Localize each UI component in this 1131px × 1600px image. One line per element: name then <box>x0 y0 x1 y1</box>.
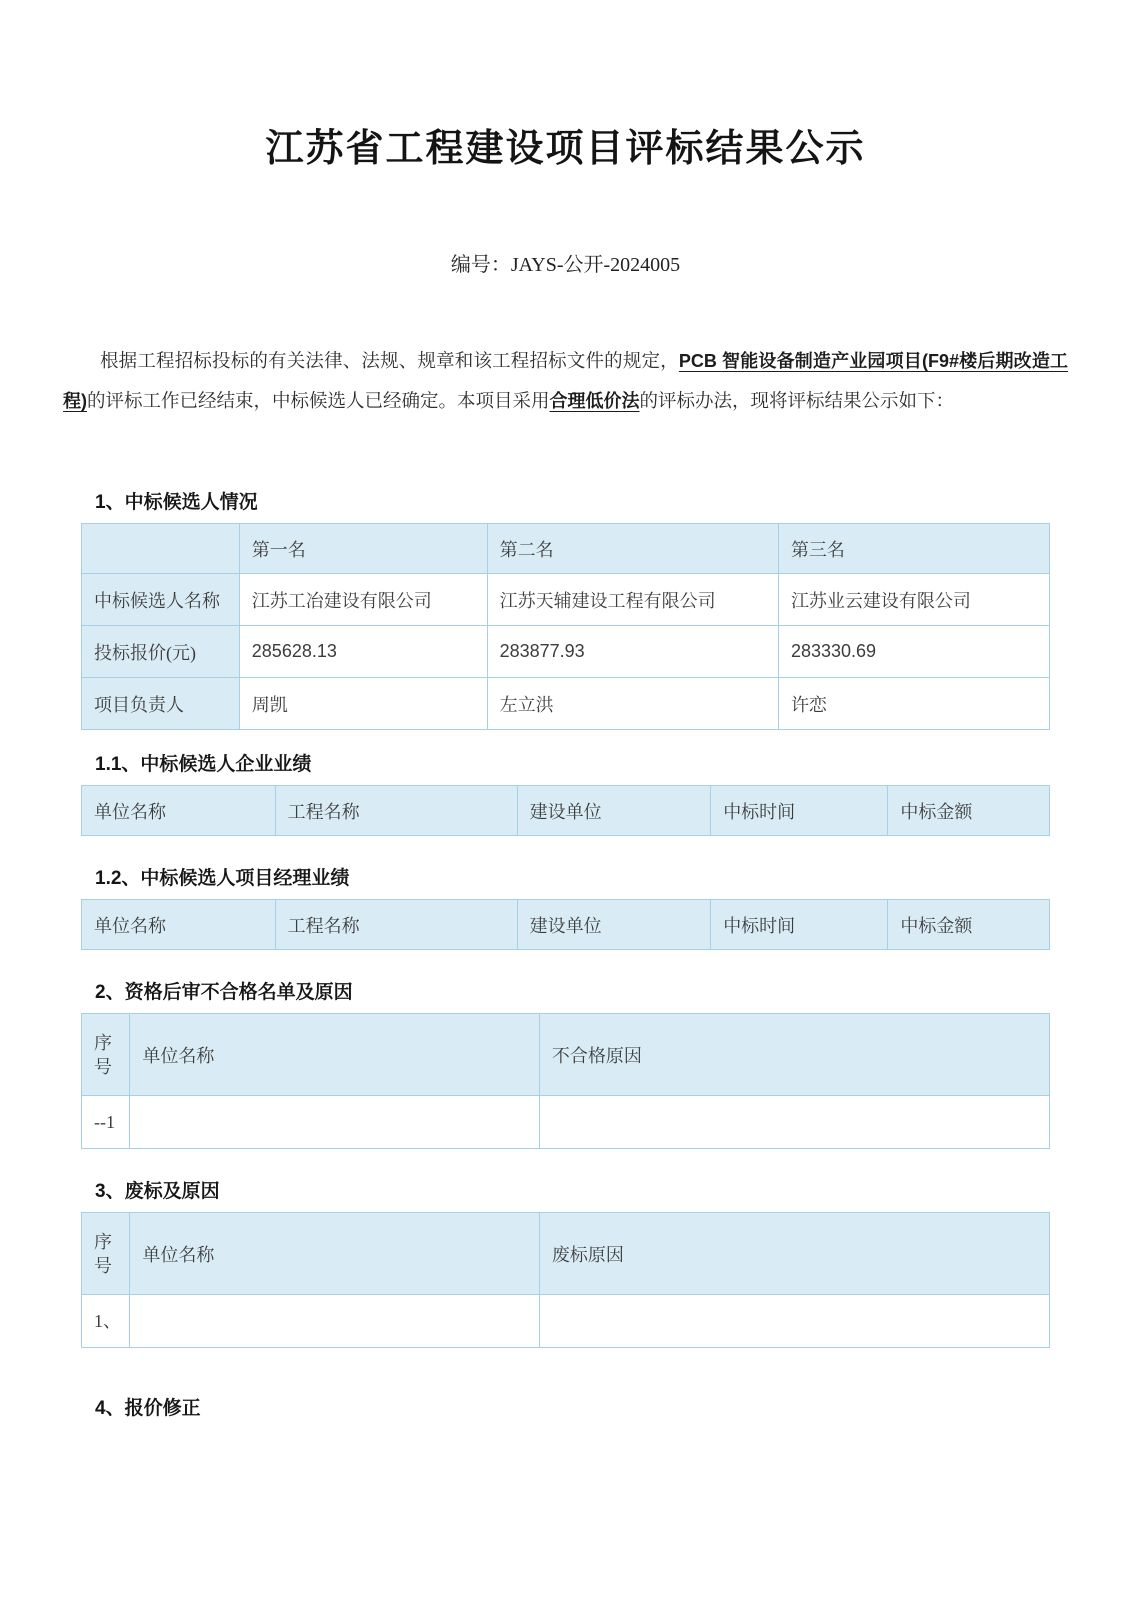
row-label-cell: 中标候选人名称 <box>82 574 240 626</box>
table-header-row <box>82 1014 1050 1096</box>
table-cell: 285628.13 <box>239 626 487 678</box>
table-header-cell: 单位名称 <box>130 1014 539 1096</box>
document-number: 编号：JAYS-公开-2024005 <box>450 254 681 276</box>
table-cell: 江苏天辅建设工程有限公司 <box>487 574 778 626</box>
table-cell: 许恋 <box>778 678 1049 730</box>
table-cell: 283877.93 <box>487 626 778 678</box>
table-header-cell: 序号 <box>82 1213 130 1295</box>
table-cell <box>130 1295 539 1348</box>
evaluation-method-emphasis: 合理低价法 <box>549 391 640 411</box>
page-title: 江苏省工程建设项目评标结果公示 <box>265 128 866 170</box>
intro-segment: 的评标工作已经结束，中标候选人已经确定。本项目采用 <box>87 392 550 412</box>
table-header-cell: 单位名称 <box>130 1213 539 1295</box>
table-header-cell: 单位名称 <box>82 900 276 950</box>
table-header-row <box>82 900 1050 950</box>
table-cell: 江苏工冶建设有限公司 <box>239 574 487 626</box>
table-cell: 周凯 <box>239 678 487 730</box>
rejected-table <box>81 1212 1050 1348</box>
table-header-cell: 工程名称 <box>275 786 517 836</box>
candidates-table <box>81 523 1050 730</box>
section-heading-rejected: 3、废标及原因 <box>95 1181 220 1202</box>
table-header-cell: 废标原因 <box>539 1213 1049 1295</box>
project-name-emphasis: PCB 智能设备制造产业园项目(F9#楼后期改造工程) <box>63 351 1069 411</box>
table-cell: 江苏业云建设有限公司 <box>778 574 1049 626</box>
row-label-cell: 投标报价(元) <box>82 626 240 678</box>
enterprise-performance-table <box>81 785 1050 836</box>
table-header-cell: 工程名称 <box>275 900 517 950</box>
section-heading-candidates: 1、中标候选人情况 <box>95 492 258 513</box>
table-cell: 左立洪 <box>487 678 778 730</box>
table-cell: 1、 <box>82 1295 130 1348</box>
table-cell: 283330.69 <box>778 626 1049 678</box>
table-row <box>82 574 1050 626</box>
table-header-cell: 中标金额 <box>888 786 1050 836</box>
table-header-cell <box>82 524 240 574</box>
manager-performance-table <box>81 899 1050 950</box>
section-heading-disqualified: 2、资格后审不合格名单及原因 <box>95 982 353 1003</box>
section-heading-manager-performance: 1.2、中标候选人项目经理业绩 <box>95 868 350 889</box>
table-header-cell: 不合格原因 <box>539 1014 1049 1096</box>
table-row <box>82 1295 1050 1348</box>
table-header-row <box>82 1213 1050 1295</box>
table-header-cell: 第一名 <box>239 524 487 574</box>
table-header-row <box>82 524 1050 574</box>
intro-paragraph <box>63 342 1068 422</box>
section-heading-enterprise-performance: 1.1、中标候选人企业业绩 <box>95 754 312 775</box>
table-header-cell: 第三名 <box>778 524 1049 574</box>
table-row <box>82 678 1050 730</box>
table-header-cell: 中标时间 <box>711 786 888 836</box>
intro-segment: 的评标办法，现将评标结果公示如下： <box>639 392 955 412</box>
table-cell <box>539 1096 1049 1149</box>
table-header-cell: 中标时间 <box>711 900 888 950</box>
table-header-cell: 序号 <box>82 1014 130 1096</box>
table-cell: --1 <box>82 1096 130 1149</box>
disqualified-table <box>81 1013 1050 1149</box>
table-cell <box>539 1295 1049 1348</box>
table-row <box>82 1096 1050 1149</box>
intro-segment: 根据工程招标投标的有关法律、法规、规章和该工程招标文件的规定， <box>100 352 679 372</box>
table-header-cell: 中标金额 <box>888 900 1050 950</box>
table-header-cell: 建设单位 <box>517 900 711 950</box>
table-header-cell: 第二名 <box>487 524 778 574</box>
row-label-cell: 项目负责人 <box>82 678 240 730</box>
table-header-cell: 单位名称 <box>82 786 276 836</box>
table-row <box>82 626 1050 678</box>
section-heading-price-correction: 4、报价修正 <box>95 1398 201 1419</box>
table-cell <box>130 1096 539 1149</box>
table-header-cell: 建设单位 <box>517 786 711 836</box>
table-header-row <box>82 786 1050 836</box>
